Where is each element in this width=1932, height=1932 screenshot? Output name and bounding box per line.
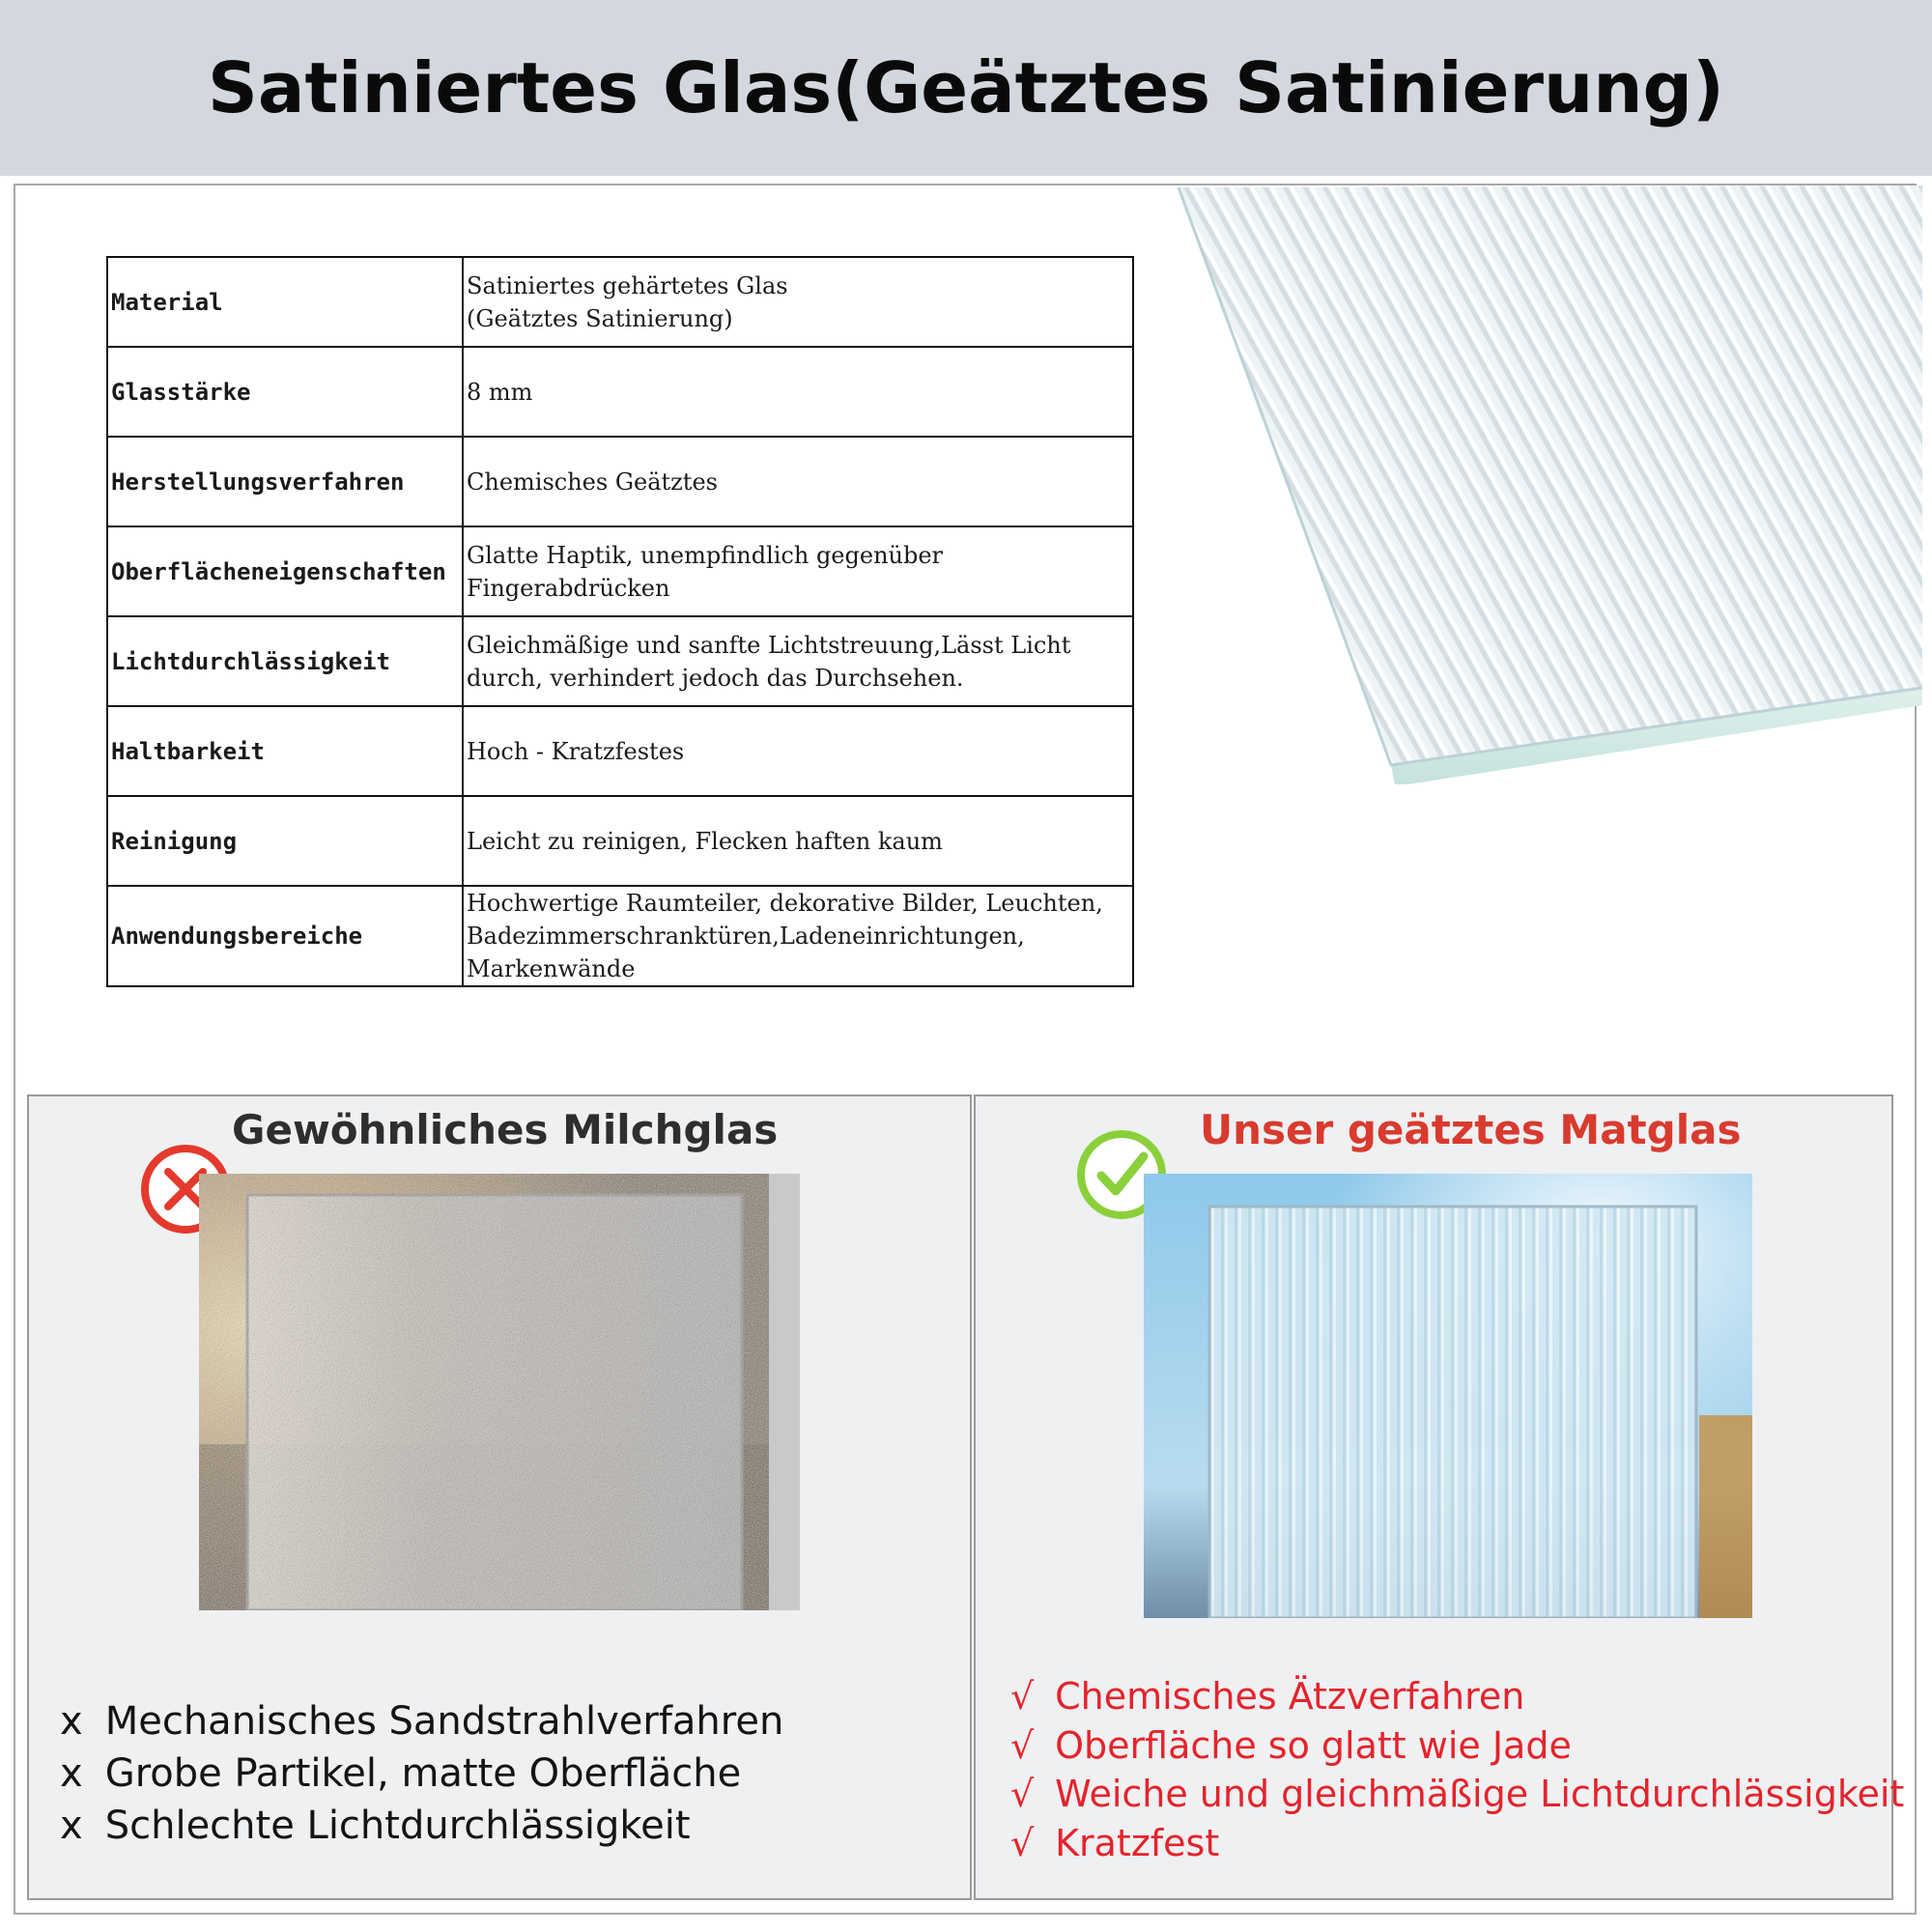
etched-glass-photo bbox=[1144, 1174, 1752, 1618]
spec-value: Hoch - Kratzfestes bbox=[463, 706, 1133, 796]
table-row bbox=[107, 437, 1133, 526]
spec-label: Anwendungsbereiche bbox=[107, 886, 463, 986]
spec-label: Lichtdurchlässigkeit bbox=[107, 616, 463, 706]
spec-value: Leicht zu reinigen, Flecken haften kaum bbox=[463, 796, 1133, 886]
table-row bbox=[107, 347, 1133, 437]
spec-value: 8 mm bbox=[463, 347, 1133, 437]
spec-value: Hochwertige Raumteiler, dekorative Bilder, Leuchten, Badezimmerschranktüren,Ladeneinrichtungen, Markenwände bbox=[463, 886, 1133, 986]
list-item: x Grobe Partikel, matte Oberfläche bbox=[60, 1751, 742, 1796]
spec-label: Reinigung bbox=[107, 796, 463, 886]
spec-label: Glasstärke bbox=[107, 347, 463, 437]
ours-heading: Unser geätztes Matglas bbox=[1200, 1106, 1742, 1153]
ordinary-glass-card bbox=[27, 1094, 972, 1900]
ours-points bbox=[1010, 1672, 1904, 1867]
list-item: √ Kratzfest bbox=[1010, 1821, 1220, 1864]
our-glass-card bbox=[974, 1094, 1905, 1900]
table-row bbox=[107, 796, 1133, 886]
spec-table bbox=[106, 256, 1134, 987]
spec-value: Glatte Haptik, unempfindlich gegenüber Fingerabdrücken bbox=[463, 526, 1133, 616]
table-row bbox=[107, 706, 1133, 796]
spec-value: Chemisches Geätztes bbox=[463, 437, 1133, 526]
list-item: x Mechanisches Sandstrahlverfahren bbox=[60, 1699, 784, 1744]
spec-label: Herstellungsverfahren bbox=[107, 437, 463, 526]
table-row bbox=[107, 526, 1133, 616]
list-item: √ Chemisches Ätzverfahren bbox=[1010, 1675, 1525, 1718]
ordinary-points bbox=[60, 1695, 783, 1852]
table-row bbox=[107, 886, 1133, 986]
page-title: Satiniertes Glas(Geätztes Satinierung) bbox=[208, 47, 1724, 128]
list-item: x Schlechte Lichtdurchlässigkeit bbox=[60, 1804, 691, 1848]
list-item: √ Oberfläche so glatt wie Jade bbox=[1010, 1723, 1572, 1767]
fluted-glass-image bbox=[1169, 185, 1922, 784]
list-item: √ Weiche und gleichmäßige Lichtdurchlässigkeit bbox=[1010, 1773, 1905, 1815]
spec-label: Haltbarkeit bbox=[107, 706, 463, 796]
spec-label: Material bbox=[107, 257, 463, 347]
spec-label: Oberflächeneigenschaften bbox=[107, 526, 463, 616]
table-row bbox=[107, 616, 1133, 706]
spec-value: Satiniertes gehärtetes Glas (Geätztes Satinierung) bbox=[463, 257, 1133, 347]
spec-value: Gleichmäßige und sanfte Lichtstreuung,Lässt Licht durch, verhindert jedoch das Durchsehen. bbox=[463, 616, 1133, 706]
title-banner bbox=[0, 0, 1932, 176]
milk-glass-photo bbox=[199, 1174, 800, 1610]
ordinary-heading: Gewöhnliches Milchglas bbox=[232, 1106, 779, 1153]
table-row bbox=[107, 257, 1133, 347]
